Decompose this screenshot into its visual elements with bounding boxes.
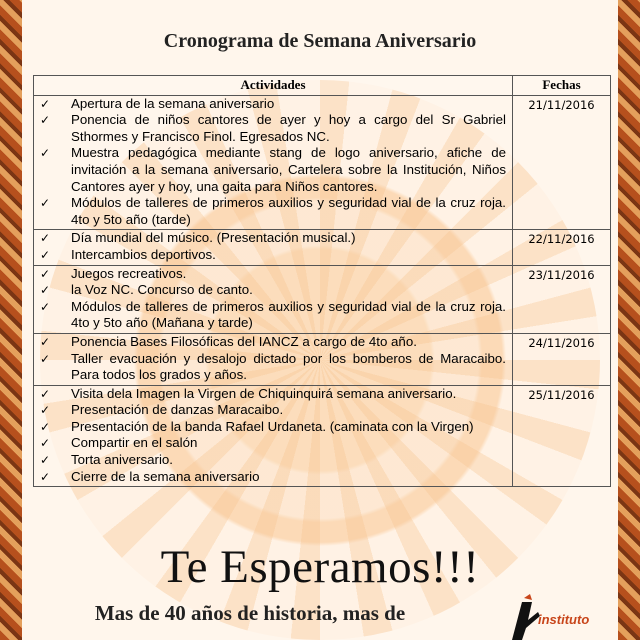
activity-item — [34, 435, 506, 452]
activity-item — [34, 230, 506, 247]
activity-item — [34, 402, 506, 419]
activity-text: Módulos de talleres de primeros auxilios y seguridad vial de la cruz roja. 4to y 5to año (tarde) — [71, 195, 506, 227]
activity-text: Intercambios deportivos. — [71, 246, 216, 262]
date-cell: 25/11/2016 — [513, 385, 611, 487]
checkmark-icon: ✓ — [40, 386, 51, 401]
activity-item — [34, 299, 506, 332]
checkmark-icon: ✓ — [40, 266, 51, 281]
activity-item — [34, 469, 506, 486]
table-row — [34, 95, 611, 230]
checkmark-icon: ✓ — [40, 453, 51, 468]
activity-item — [34, 247, 506, 264]
table-row — [34, 333, 611, 385]
activity-text: Presentación de la banda Rafael Urdaneta. (caminata con la Virgen) — [71, 418, 474, 434]
activities-cell — [34, 230, 513, 265]
checkmark-icon: ✓ — [40, 283, 51, 298]
activity-item — [34, 386, 506, 403]
activity-item — [34, 282, 506, 299]
activity-item — [34, 96, 506, 113]
activity-list — [34, 266, 512, 333]
activity-item — [34, 112, 506, 145]
activity-text: Taller evacuación y desalojo dictado por los bomberos de Maracaibo. Para todos los grados y años. — [71, 350, 506, 383]
activity-text: Compartir en el salón — [71, 435, 198, 451]
activity-item — [34, 266, 506, 283]
activity-item — [34, 145, 506, 195]
activity-text: Ponencia Bases Filosóficas del IANCZ a cargo de 4to año. — [71, 333, 417, 349]
activity-text: la Voz NC. Concurso de canto. — [71, 282, 253, 298]
activity-list — [34, 96, 512, 230]
header-activities: Actividades — [34, 76, 513, 96]
date-cell: 24/11/2016 — [513, 333, 611, 385]
checkmark-icon: ✓ — [40, 436, 51, 451]
activity-text: Presentación de danzas Maracaibo. — [71, 402, 284, 418]
activity-item — [34, 452, 506, 469]
activity-text: Ponencia de niños cantores de ayer y hoy a cargo del Sr Gabriel Sthormes y Francisco Finol. Egresados NC. — [71, 112, 506, 144]
activity-text: Día mundial del músico. (Presentación musical.) — [71, 230, 356, 246]
activities-cell — [34, 333, 513, 385]
checkmark-icon: ✓ — [40, 403, 51, 418]
checkmark-icon: ✓ — [40, 247, 51, 262]
schedule-body — [34, 95, 611, 487]
checkmark-icon: ✓ — [40, 146, 51, 161]
closing-message: Te Esperamos!!! — [160, 541, 480, 593]
checkmark-icon: ✓ — [40, 351, 51, 366]
history-tagline: Mas de 40 años de historia, mas de — [94, 601, 406, 625]
checkmark-icon: ✓ — [40, 113, 51, 128]
activity-list — [34, 334, 512, 385]
activity-text: Visita dela Imagen la Virgen de Chiquinquirá semana aniversario. — [71, 385, 457, 401]
activities-cell — [34, 385, 513, 487]
activity-item — [34, 351, 506, 384]
checkmark-icon: ✓ — [40, 96, 51, 111]
table-row — [34, 230, 611, 265]
activity-text: Juegos recreativos. — [71, 265, 187, 281]
logo-label: instituto — [538, 612, 590, 627]
activities-cell — [34, 95, 513, 230]
activity-list — [34, 230, 512, 264]
checkmark-icon: ✓ — [40, 334, 51, 349]
page-title: Cronograma de Semana Aniversario — [163, 30, 477, 52]
table-row — [34, 385, 611, 487]
date-cell: 23/11/2016 — [513, 265, 611, 333]
activity-item — [34, 334, 506, 351]
checkmark-icon: ✓ — [40, 196, 51, 211]
table-row — [34, 265, 611, 333]
activity-text: Módulos de talleres de primeros auxilios y seguridad vial de la cruz roja. 4to y 5to año (Mañana y tarde) — [71, 298, 506, 331]
activities-cell — [34, 265, 513, 333]
checkmark-icon: ✓ — [40, 469, 51, 484]
date-cell: 22/11/2016 — [513, 230, 611, 265]
activity-item — [34, 195, 506, 228]
checkmark-icon: ✓ — [40, 419, 51, 434]
activity-text: Torta aniversario. — [71, 452, 173, 468]
checkmark-icon: ✓ — [40, 231, 51, 246]
table-header-row — [34, 76, 611, 96]
activity-text: Muestra pedagógica mediante stang de logo aniversario, afiche de invitación a la semana aniversario, Cartelera sobre la Institución, Niños Cantores ayer y hoy, una gaita para Niños cantores. — [71, 145, 506, 194]
date-cell: 21/11/2016 — [513, 95, 611, 230]
checkmark-icon: ✓ — [40, 299, 51, 314]
activity-text: Cierre de la semana aniversario — [71, 468, 260, 484]
activity-list — [34, 386, 512, 487]
activity-item — [34, 419, 506, 436]
schedule-table — [33, 75, 611, 487]
activity-text: Apertura de la semana aniversario — [71, 95, 275, 111]
header-dates: Fechas — [513, 76, 611, 96]
